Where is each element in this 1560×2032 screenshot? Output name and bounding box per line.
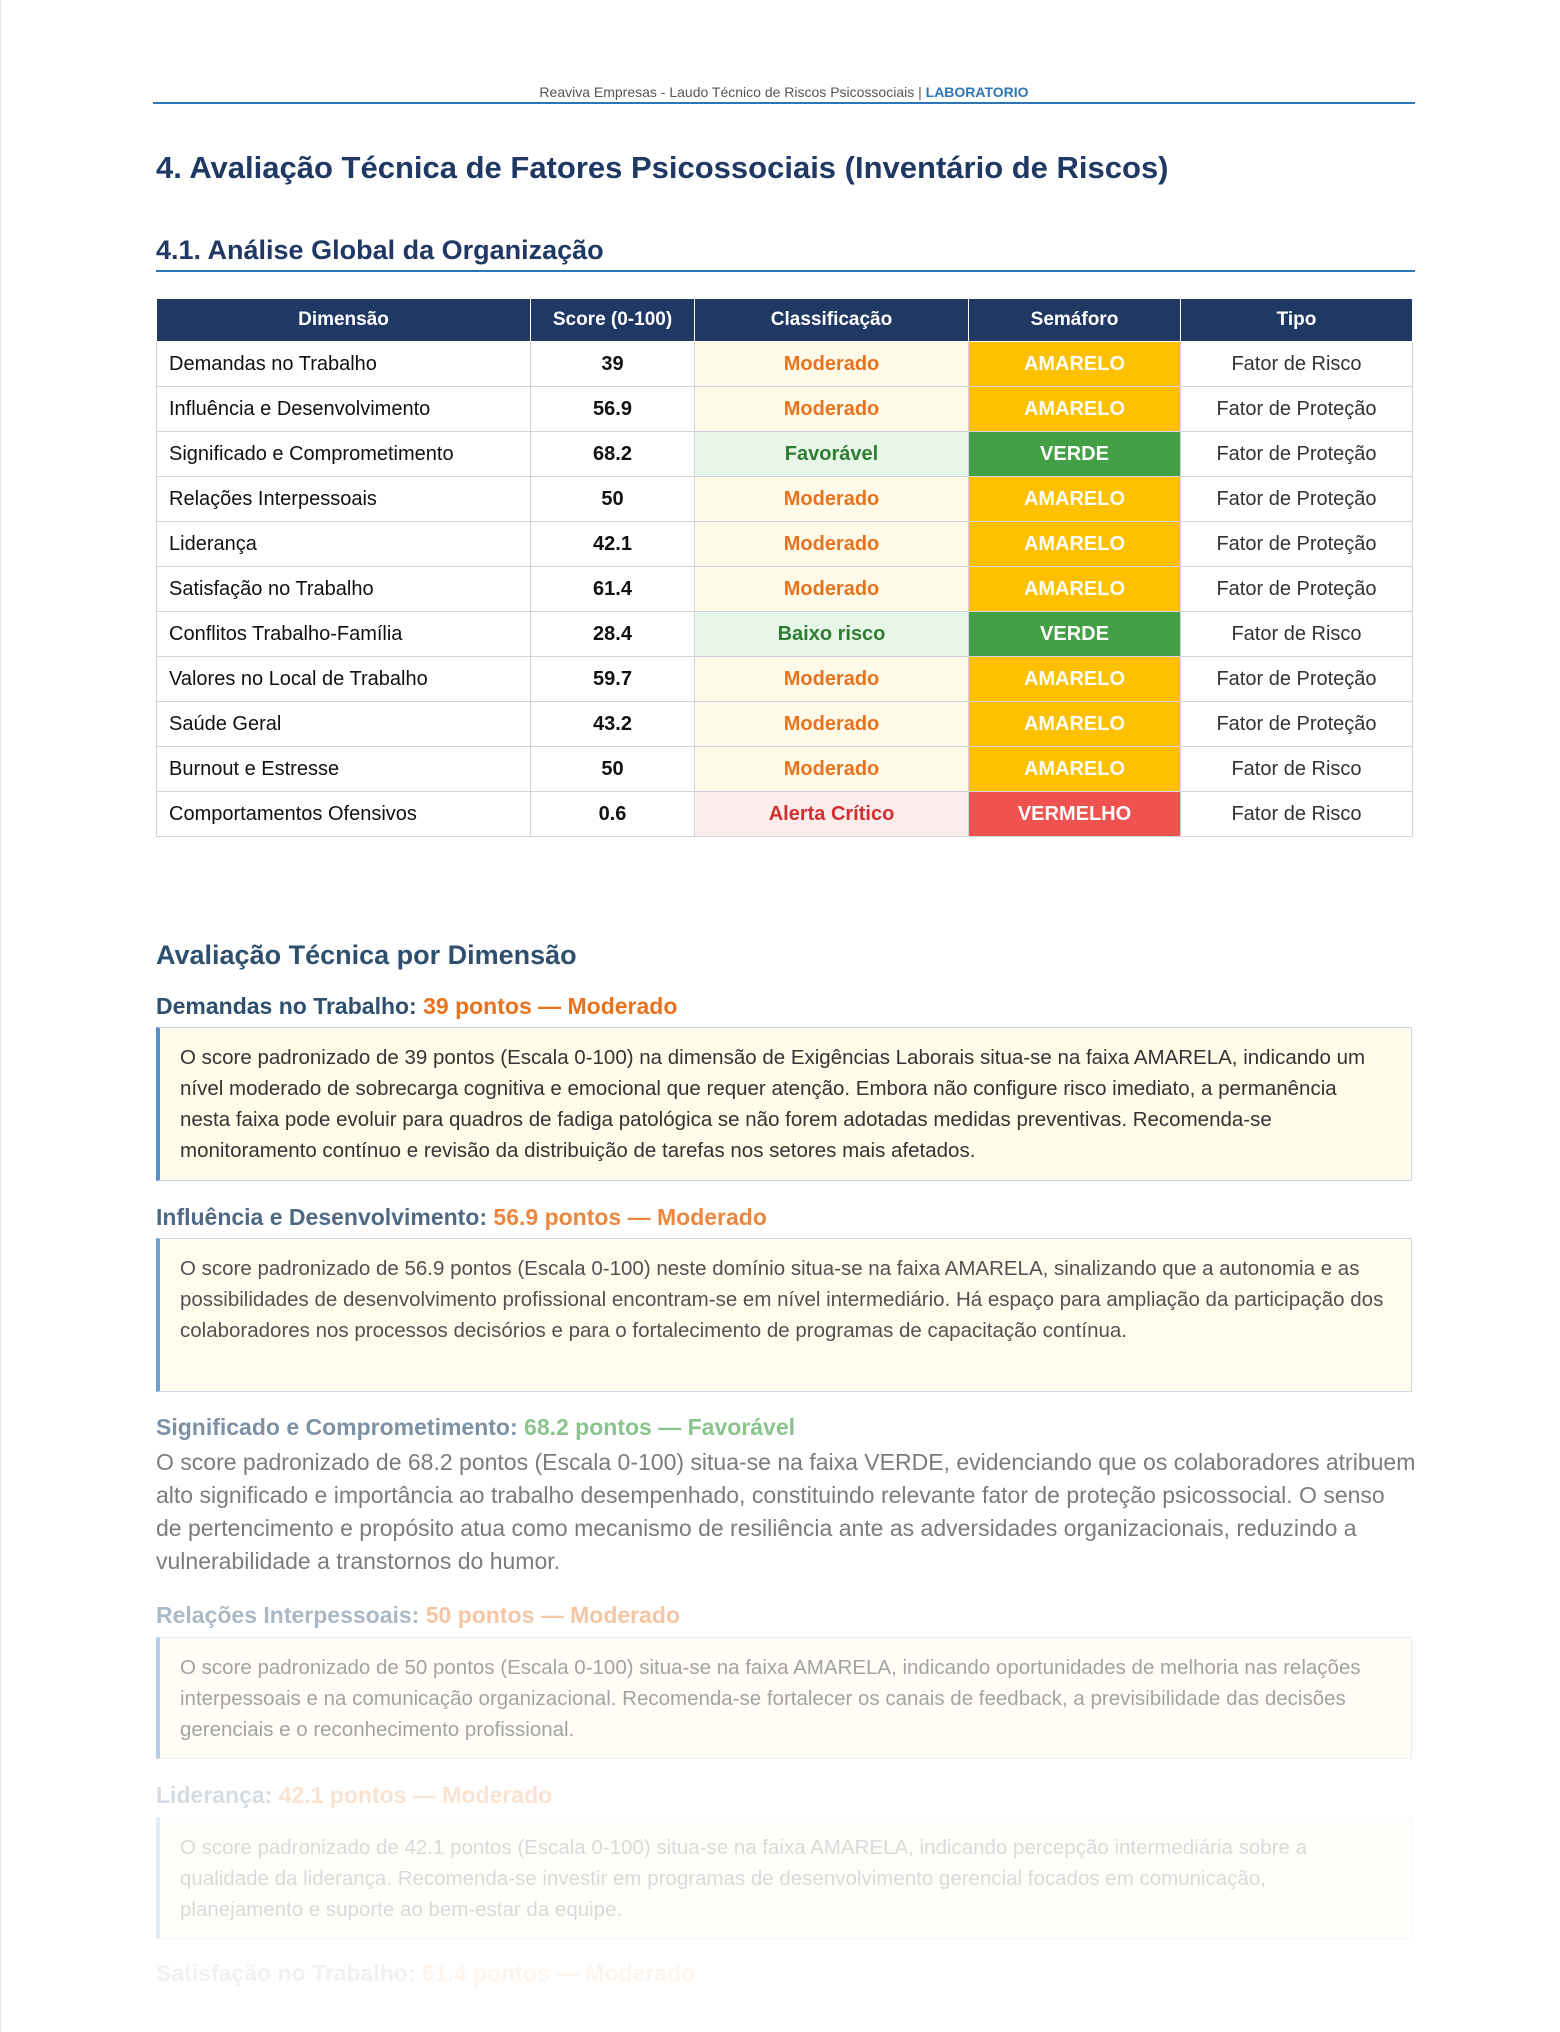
dimension-cell: Conflitos Trabalho-Família xyxy=(157,612,531,657)
dimension-title-significado xyxy=(156,1414,795,1441)
col-header-tipo: Tipo xyxy=(1181,299,1413,342)
semaphore-cell: AMARELO xyxy=(969,477,1181,522)
dimension-cell: Influência e Desenvolvimento xyxy=(157,387,531,432)
score-cell: 50 xyxy=(531,477,695,522)
dimension-cell: Saúde Geral xyxy=(157,702,531,747)
dimension-box-relacoes xyxy=(156,1637,1412,1759)
semaphore-cell: AMARELO xyxy=(969,387,1181,432)
dimension-cell: Liderança xyxy=(157,522,531,567)
semaphore-cell: VERMELHO xyxy=(969,792,1181,837)
classification-cell: Moderado xyxy=(695,657,969,702)
dimension-text: O score padronizado de 50 pontos (Escala 0-100) situa-se na faixa AMARELA, indicando oportunidades de melhoria nas relações interpessoais e na comunicação organizacional. Recomenda-se fortalecer os canais de feedback, a previsibilidade das decisões gerenciais e o reconhecimento profissional. xyxy=(180,1656,1361,1741)
dimension-cell: Significado e Comprometimento xyxy=(157,432,531,477)
type-cell: Fator de Proteção xyxy=(1181,387,1413,432)
classification-cell: Moderado xyxy=(695,747,969,792)
dimension-score: 50 pontos — Moderado xyxy=(425,1602,681,1628)
table-row xyxy=(157,747,1413,792)
classification-cell: Moderado xyxy=(695,387,969,432)
col-header-score: Score (0-100) xyxy=(531,299,695,342)
table-row xyxy=(157,702,1413,747)
score-cell: 59.7 xyxy=(531,657,695,702)
classification-cell: Alerta Crítico xyxy=(695,792,969,837)
table-row xyxy=(157,342,1413,387)
type-cell: Fator de Risco xyxy=(1181,342,1413,387)
table-row xyxy=(157,657,1413,702)
type-cell: Fator de Proteção xyxy=(1181,657,1413,702)
dimension-score: 68.2 pontos — Favorável xyxy=(524,1414,796,1440)
dimension-label: Demandas no Trabalho: xyxy=(156,993,417,1019)
dimension-title-relacoes xyxy=(156,1602,680,1629)
dimension-label: Satisfação no Trabalho: xyxy=(156,1960,416,1986)
col-header-dimensao: Dimensão xyxy=(157,299,531,342)
dimension-cell: Demandas no Trabalho xyxy=(157,342,531,387)
table-row xyxy=(157,387,1413,432)
semaphore-cell: VERDE xyxy=(969,432,1181,477)
type-cell: Fator de Risco xyxy=(1181,792,1413,837)
page-title: 4. Avaliação Técnica de Fatores Psicossociais (Inventário de Riscos) xyxy=(156,150,1169,185)
dimension-cell: Satisfação no Trabalho xyxy=(157,567,531,612)
classification-cell: Favorável xyxy=(695,432,969,477)
semaphore-cell: AMARELO xyxy=(969,522,1181,567)
type-cell: Fator de Proteção xyxy=(1181,702,1413,747)
classification-cell: Moderado xyxy=(695,702,969,747)
classification-cell: Moderado xyxy=(695,522,969,567)
score-cell: 56.9 xyxy=(531,387,695,432)
dimension-score: 56.9 pontos — Moderado xyxy=(493,1204,767,1230)
score-cell: 61.4 xyxy=(531,567,695,612)
semaphore-cell: AMARELO xyxy=(969,567,1181,612)
dimension-cell: Valores no Local de Trabalho xyxy=(157,657,531,702)
semaphore-cell: AMARELO xyxy=(969,747,1181,792)
classification-cell: Moderado xyxy=(695,342,969,387)
score-cell: 28.4 xyxy=(531,612,695,657)
score-cell: 43.2 xyxy=(531,702,695,747)
type-cell: Fator de Proteção xyxy=(1181,432,1413,477)
type-cell: Fator de Risco xyxy=(1181,612,1413,657)
col-header-semaforo: Semáforo xyxy=(969,299,1181,342)
score-cell: 42.1 xyxy=(531,522,695,567)
dimension-score: 42.1 pontos — Moderado xyxy=(278,1782,553,1808)
dimension-box-influencia xyxy=(156,1238,1412,1392)
score-cell: 50 xyxy=(531,747,695,792)
dimension-cell: Relações Interpessoais xyxy=(157,477,531,522)
type-cell: Fator de Risco xyxy=(1181,747,1413,792)
dimension-title-satisfacao xyxy=(156,1960,695,1987)
header-accent: LABORATORIO xyxy=(925,84,1029,100)
table-row xyxy=(157,477,1413,522)
semaphore-cell: VERDE xyxy=(969,612,1181,657)
dimension-score: 39 pontos — Moderado xyxy=(423,993,678,1019)
risk-table xyxy=(156,298,1413,837)
table-row xyxy=(157,522,1413,567)
dimension-title-influencia xyxy=(156,1204,767,1231)
table-row xyxy=(157,792,1413,837)
score-cell: 68.2 xyxy=(531,432,695,477)
dimension-text: O score padronizado de 56.9 pontos (Escala 0-100) neste domínio situa-se na faixa AMARELA, sinalizando que a autonomia e as possibilidades de desenvolvimento profissional encontram-se em nível intermediário. Há espaço para ampliação da participação dos colaboradores nos processos decisórios e para o fortalecimento de programas de capacitação contínua. xyxy=(180,1257,1384,1342)
table-row xyxy=(157,432,1413,477)
classification-cell: Moderado xyxy=(695,477,969,522)
dimension-box-lideranca xyxy=(156,1817,1412,1939)
dimension-text: O score padronizado de 39 pontos (Escala 0-100) na dimensão de Exigências Laborais situa-se na faixa AMARELA, indicando um nível moderado de sobrecarga cognitiva e emocional que requer atenção. Embora não configure risco imediato, a permanência nesta faixa pode evoluir para quadros de fadiga patológica se não forem adotadas medidas preventivas. Recomenda-se monitoramento contínuo e revisão da distribuição de tarefas nos setores mais afetados. xyxy=(180,1046,1366,1162)
dimension-section-title: Avaliação Técnica por Dimensão xyxy=(156,940,577,970)
dimension-text-significado: O score padronizado de 68.2 pontos (Escala 0-100) situa-se na faixa VERDE, evidenciando que os colaboradores atribuem alto significado e importância ao trabalho desempenhado, constituindo relevante fator de proteção psicossocial. O senso de pertencimento e propósito atua como mecanismo de resiliência ante as adversidades organizacionais, reduzindo a vulnerabilidade a transtornos do humor. xyxy=(156,1449,1416,1574)
table-header-row xyxy=(157,299,1413,342)
type-cell: Fator de Proteção xyxy=(1181,522,1413,567)
score-cell: 39 xyxy=(531,342,695,387)
semaphore-cell: AMARELO xyxy=(969,657,1181,702)
table-body xyxy=(157,342,1413,837)
semaphore-cell: AMARELO xyxy=(969,342,1181,387)
score-cell: 0.6 xyxy=(531,792,695,837)
classification-cell: Moderado xyxy=(695,567,969,612)
dimension-box-demandas xyxy=(156,1027,1412,1181)
dimension-score: 61.4 pontos — Moderado xyxy=(421,1960,696,1986)
section-subtitle: 4.1. Análise Global da Organização xyxy=(156,235,1415,272)
dimension-label: Relações Interpessoais: xyxy=(156,1602,420,1628)
header-text: Reaviva Empresas - Laudo Técnico de Riscos Psicossociais | xyxy=(539,84,922,100)
dimension-cell: Comportamentos Ofensivos xyxy=(157,792,531,837)
dimension-text: O score padronizado de 42.1 pontos (Escala 0-100) situa-se na faixa AMARELA, indicando percepção intermediária sobre a qualidade da liderança. Recomenda-se investir em programas de desenvolvimento gerencial focados em comunicação, planejamento e suporte ao bem-estar da equipe. xyxy=(180,1836,1308,1921)
table-row xyxy=(157,612,1413,657)
page-header xyxy=(153,84,1415,104)
type-cell: Fator de Proteção xyxy=(1181,567,1413,612)
dimension-label: Influência e Desenvolvimento: xyxy=(156,1204,488,1230)
col-header-classificacao: Classificação xyxy=(695,299,969,342)
table-row xyxy=(157,567,1413,612)
type-cell: Fator de Proteção xyxy=(1181,477,1413,522)
dimension-title-demandas xyxy=(156,993,677,1020)
dimension-label: Liderança: xyxy=(156,1782,273,1808)
dimension-title-lideranca xyxy=(156,1782,552,1809)
semaphore-cell: AMARELO xyxy=(969,702,1181,747)
dimension-cell: Burnout e Estresse xyxy=(157,747,531,792)
dimension-label: Significado e Comprometimento: xyxy=(156,1414,518,1440)
classification-cell: Baixo risco xyxy=(695,612,969,657)
